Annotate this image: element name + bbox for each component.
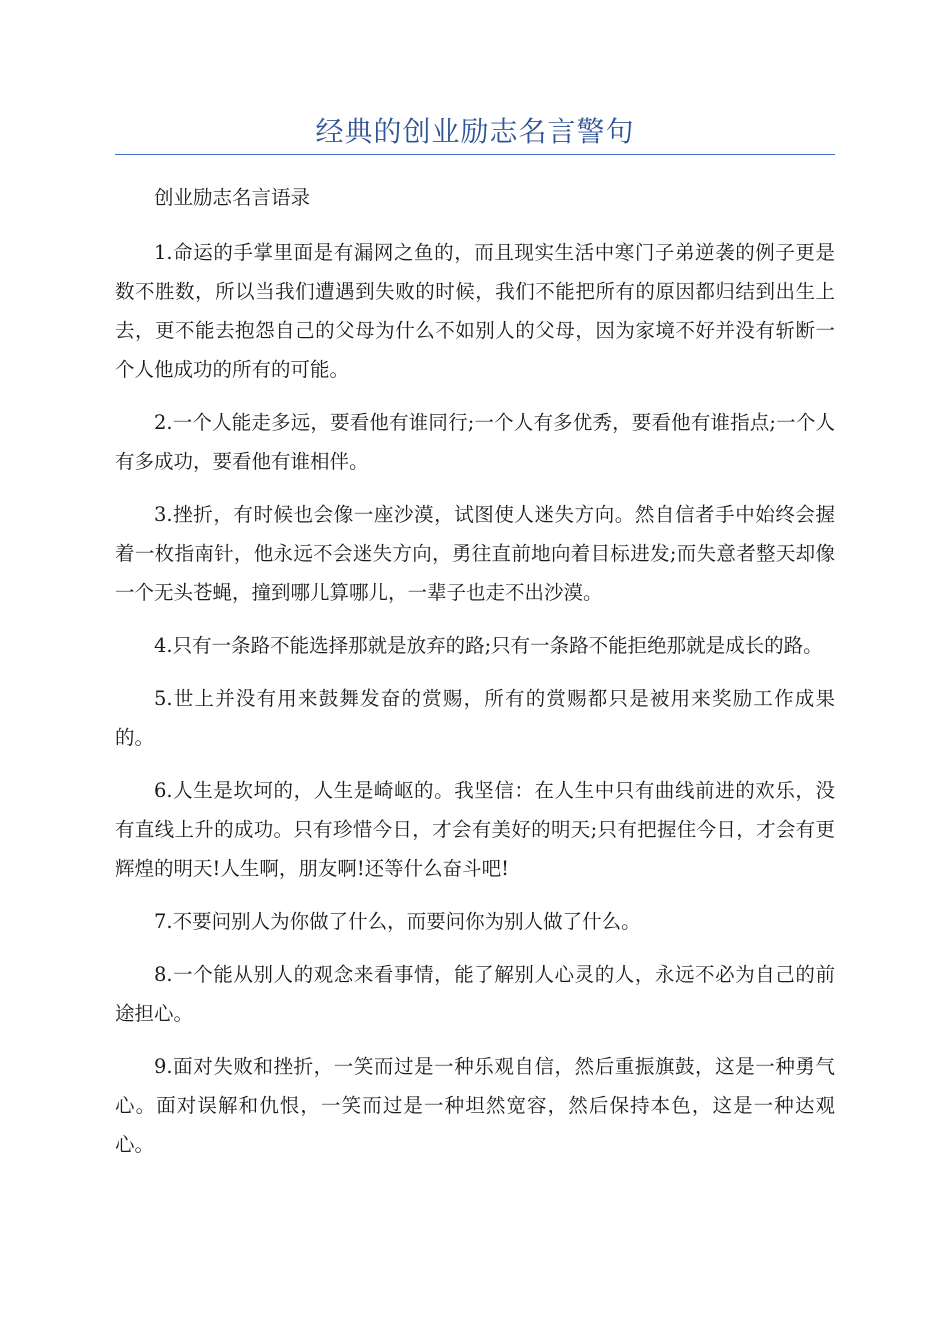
document-body bbox=[115, 178, 835, 1178]
quote-paragraph-7: 7.不要问别人为你做了什么，而要问你为别人做了什么。 bbox=[154, 910, 641, 933]
quote-paragraph-6: 6.人生是坎坷的，人生是崎岖的。我坚信：在人生中只有曲线前进的欢乐，没有直线上升的成功。只有珍惜今日，才会有美好的明天;只有把握住今日，才会有更辉煌的明天!人生啊，朋友啊!还等什么奋斗吧! bbox=[115, 779, 835, 880]
quote-paragraph-8: 8.一个能从别人的观念来看事情，能了解别人心灵的人，永远不必为自己的前途担心。 bbox=[115, 963, 835, 1025]
title-underline bbox=[115, 154, 835, 155]
quote-paragraph-5: 5.世上并没有用来鼓舞发奋的赏赐，所有的赏赐都只是被用来奖励工作成果的。 bbox=[115, 687, 835, 749]
quote-paragraph-2: 2.一个人能走多远，要看他有谁同行;一个人有多优秀，要看他有谁指点;一个人有多成功，要看他有谁相伴。 bbox=[115, 411, 835, 473]
quote-paragraph-4: 4.只有一条路不能选择那就是放弃的路;只有一条路不能拒绝那就是成长的路。 bbox=[154, 634, 823, 657]
document-title: 经典的创业励志名言警句 bbox=[315, 115, 635, 148]
quote-paragraph-3: 3.挫折，有时候也会像一座沙漠，试图使人迷失方向。然自信者手中始终会握着一枚指南针，他永远不会迷失方向，勇往直前地向着目标进发;而失意者整天却像一个无头苍蝇，撞到哪儿算哪儿，一辈子也走不出沙漠。 bbox=[115, 503, 835, 604]
section-heading: 创业励志名言语录 bbox=[154, 186, 311, 209]
quote-paragraph-9: 9.面对失败和挫折，一笑而过是一种乐观自信，然后重振旗鼓，这是一种勇气心。面对误解和仇恨，一笑而过是一种坦然宽容，然后保持本色，这是一种达观心。 bbox=[115, 1055, 835, 1156]
quote-paragraph-1: 1.命运的手掌里面是有漏网之鱼的，而且现实生活中寒门子弟逆袭的例子更是数不胜数，所以当我们遭遇到失败的时候，我们不能把所有的原因都归结到出生上去，更不能去抱怨自己的父母为什么不如别人的父母，因为家境不好并没有斩断一个人他成功的所有的可能。 bbox=[115, 241, 835, 381]
